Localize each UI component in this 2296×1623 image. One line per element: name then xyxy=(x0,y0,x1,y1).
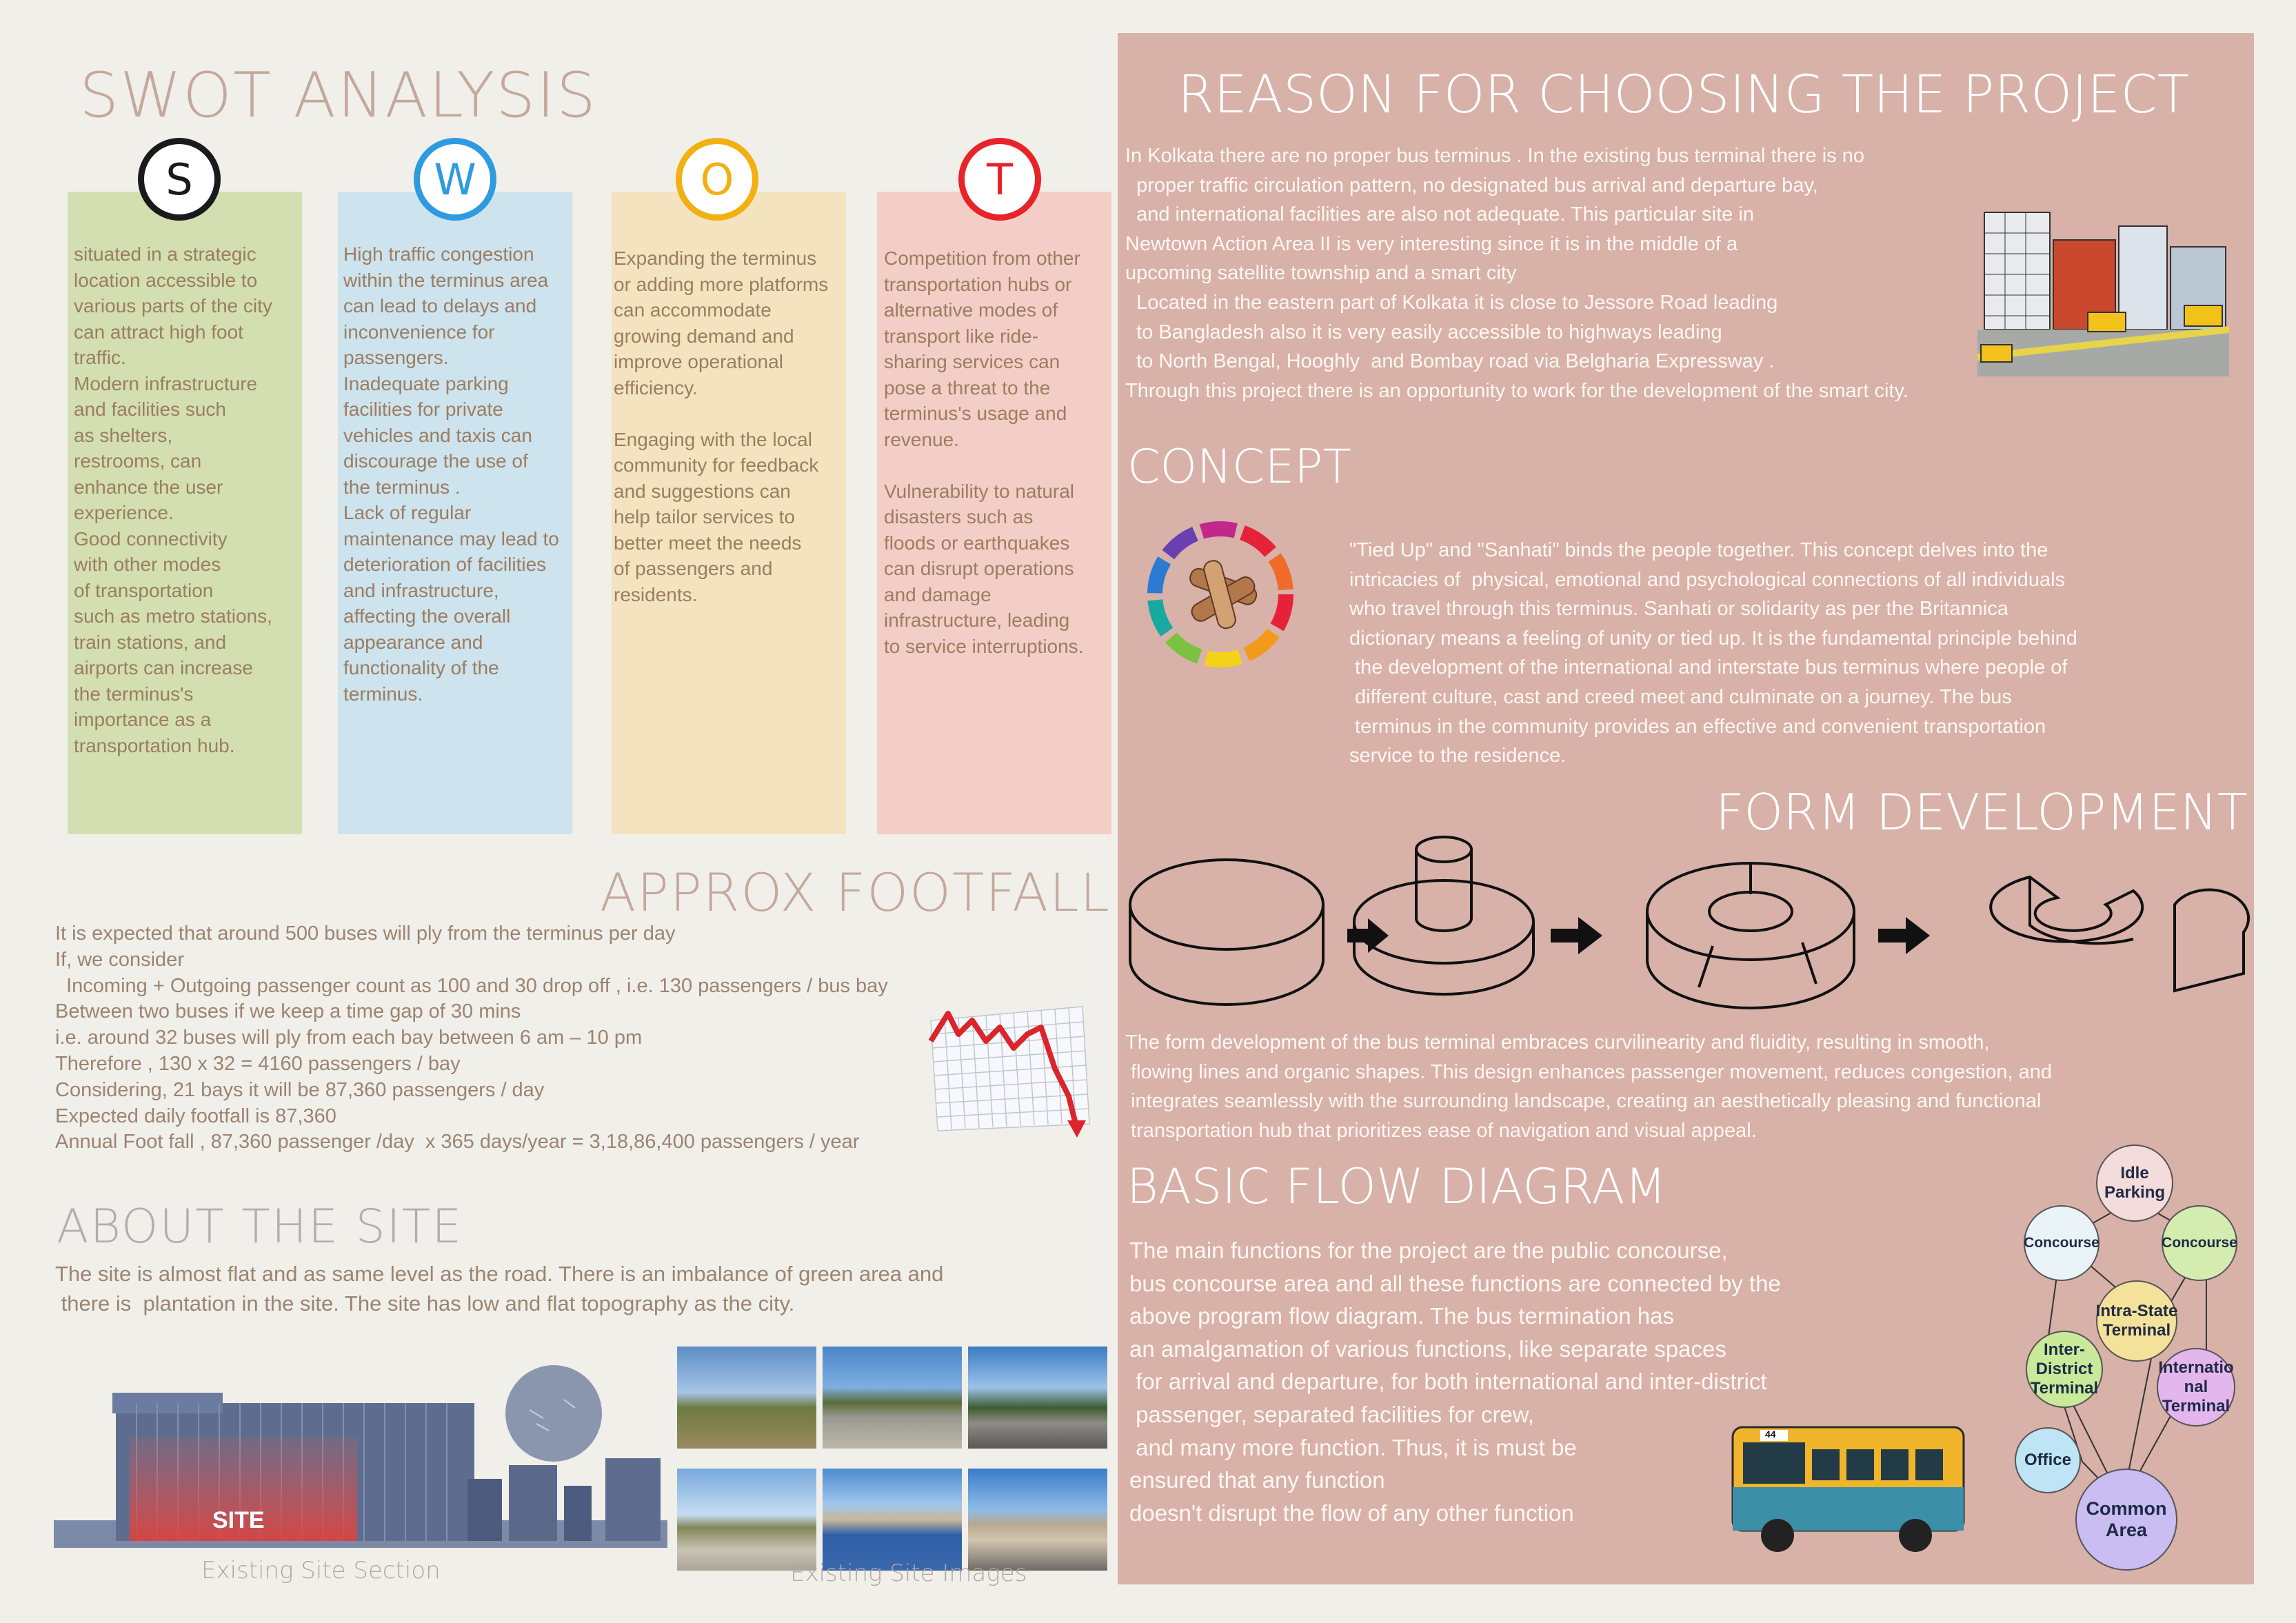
site-section-label: SITE xyxy=(212,1507,265,1533)
site-photo xyxy=(823,1469,962,1571)
flow-node-international: Internatio nal Terminal xyxy=(2157,1348,2235,1427)
unity-hands-icon xyxy=(1138,512,1303,677)
swot-title: SWOT ANALYSIS xyxy=(79,59,597,132)
site-images-caption: Existing Site Images xyxy=(790,1560,1027,1587)
swot-t-letter: T xyxy=(987,154,1013,205)
flow-node-intra-state: Intra-State Terminal xyxy=(2096,1280,2177,1362)
footfall-text xyxy=(55,921,888,1156)
footfall-line: Therefore , 130 x 32 = 4160 passengers / bay xyxy=(55,1052,461,1075)
flow-node-common-area: Common Area xyxy=(2075,1469,2177,1571)
swot-o-badge xyxy=(676,138,758,221)
site-section-caption: Existing Site Section xyxy=(201,1557,441,1584)
site-description: The site is almost flat and as same level as the road. There is an imbalance of green area and there is plantation in the site. The site has low and flat topography as the city. xyxy=(55,1262,944,1315)
swot-strengths-text: situated in a strategic location accessible to various parts of the city can attract high foot traffic. Modern infrastructure and facilities such as shelters, restrooms, can enhance the user experience. Good connectivity with other modes of transportation such as metro stations, train stations, and airports can increase the terminus's importance as a transportation hub. xyxy=(74,243,272,756)
footfall-line: Considering, 21 bays it will be 87,360 passengers / day xyxy=(55,1078,545,1101)
footfall-line: i.e. around 32 buses will ply from each bay between 6 am – 10 pm xyxy=(55,1027,643,1049)
reason-title: REASON FOR CHOOSING THE PROJECT xyxy=(1178,63,2189,125)
form-development-sketch xyxy=(1127,836,2255,1015)
site-photo xyxy=(968,1469,1107,1571)
flow-diagram-title: BASIC FLOW DIAGRAM xyxy=(1127,1158,1666,1215)
concept-title: CONCEPT xyxy=(1127,440,1351,494)
reason-text: In Kolkata there are no proper bus terminus . In the existing bus terminal there is no proper traffic circulation pattern, no designated bus arrival and departure bay, and international facilities are also not adequate. This particular site in Newtown Action Area II is very interesting since it is in the middle of a upcoming satellite township and a smart city Located in the eastern part of Kolkata it is close to Jessore Road leading to Bangladesh also it is very easily accessible to highways leading to North Bengal, Hooghly and Bombay road via Belgharia Expressway . Through this project there is an opportunity to work for the development of the smart city. xyxy=(1125,145,1909,402)
site-title: ABOUT THE SITE xyxy=(57,1200,463,1254)
site-context-illustration xyxy=(1977,185,2229,376)
swot-t-badge xyxy=(958,138,1041,221)
footfall-line: Incoming + Outgoing passenger count as 100 and 30 drop off , i.e. 130 passengers / bus bay xyxy=(55,974,888,997)
swot-s-letter: S xyxy=(165,154,193,205)
footfall-line: Expected daily footfall is 87,360 xyxy=(55,1105,336,1127)
declining-graph-icon xyxy=(917,993,1103,1138)
flow-node-idle-parking: Idle Parking xyxy=(2096,1145,2173,1222)
flow-node-concourse-right: Concourse xyxy=(2162,1205,2237,1281)
concept-text: "Tied Up" and "Sanhati" binds the people together. This concept delves into the intricacies of physical, emotional and psychological connections of all individuals who travel through this terminus. Sanhati or solidarity as per the Britannica dictionary means a feeling of unity or tied up. It is the fundamental principle behind the development of the international and interstate bus terminus where people of different culture, cast and creed meet and culminate on a journey. The bus terminus in the community provides an effective and convenient transportation service to the residence. xyxy=(1349,539,2077,767)
site-photo xyxy=(968,1347,1107,1449)
swot-weaknesses-text: High traffic congestion within the terminus area can lead to delays and inconvenience for passengers. Inadequate parking facilities for private vehicles and taxis can discourage the use of the terminus . Lack of regular maintenance may lead to deterioration of facilities and infrastructure, affecting the overall appearance and functionality of the terminus. xyxy=(343,243,559,705)
swot-threats-text: Competition from other transportation hubs or alternative modes of transport like ride- sharing services can pose a threat to the terminus's usage and revenue. Vulnerability to natural disasters such as floods or earthquakes can disrupt operations and damage infrastructure, leading to service interruptions. xyxy=(884,248,1084,657)
site-photo xyxy=(677,1347,816,1449)
footfall-title: APPROX FOOTFALL xyxy=(600,862,1111,923)
form-development-text: The form development of the bus terminal embraces curvilinearity and fluidity, resulting in smooth, flowing lines and organic shapes. This design enhances passenger movement, reduces congestion, and integrates seamlessly with the surrounding landscape, creating an aesthetically pleasing and functional transportation hub that prioritizes ease of navigation and visual appeal. xyxy=(1125,1031,2052,1142)
site-photo xyxy=(823,1347,962,1449)
swot-w-badge xyxy=(414,138,496,221)
swot-s-badge xyxy=(138,138,221,221)
flow-node-inter-district: Inter- District Terminal xyxy=(2026,1331,2103,1408)
site-section-drawing xyxy=(54,1362,667,1555)
swot-opportunities-text: Expanding the terminus or adding more platforms can accommodate growing demand and improve operational efficiency. Engaging with the local community for feedback and suggestions can help tailor services to better meet the needs of passengers and residents. xyxy=(614,248,829,605)
flow-diagram-text: The main functions for the project are the public concourse, bus concourse area and all these functions are connected by the above program flow diagram. The bus termination has an amalgamation of various functions, like separate spaces for arrival and departure, for both international and inter-district passenger, separated facilities for crew, and many more function. Thus, it is must be ensured that any function doesn't disrupt the flow of any other function xyxy=(1129,1238,1781,1526)
form-development-title: FORM DEVELOPMENT xyxy=(1715,783,2248,841)
footfall-line: It is expected that around 500 buses will ply from the terminus per day xyxy=(55,923,676,945)
bus-illustration xyxy=(1729,1422,1967,1560)
flow-node-concourse-left: Concourse xyxy=(2024,1205,2099,1281)
footfall-line: Between two buses if we keep a time gap of 30 mins xyxy=(55,1000,521,1023)
footfall-line: If, we consider xyxy=(55,948,184,971)
swot-w-letter: W xyxy=(434,154,476,205)
swot-o-letter: O xyxy=(700,154,734,205)
flow-node-office: Office xyxy=(2015,1427,2081,1493)
bus-route-number: 44 xyxy=(1765,1429,1776,1440)
footfall-line: Annual Foot fall , 87,360 passenger /day x 365 days/year = 3,18,86,400 passengers / year xyxy=(55,1131,860,1153)
site-photo xyxy=(677,1469,816,1571)
